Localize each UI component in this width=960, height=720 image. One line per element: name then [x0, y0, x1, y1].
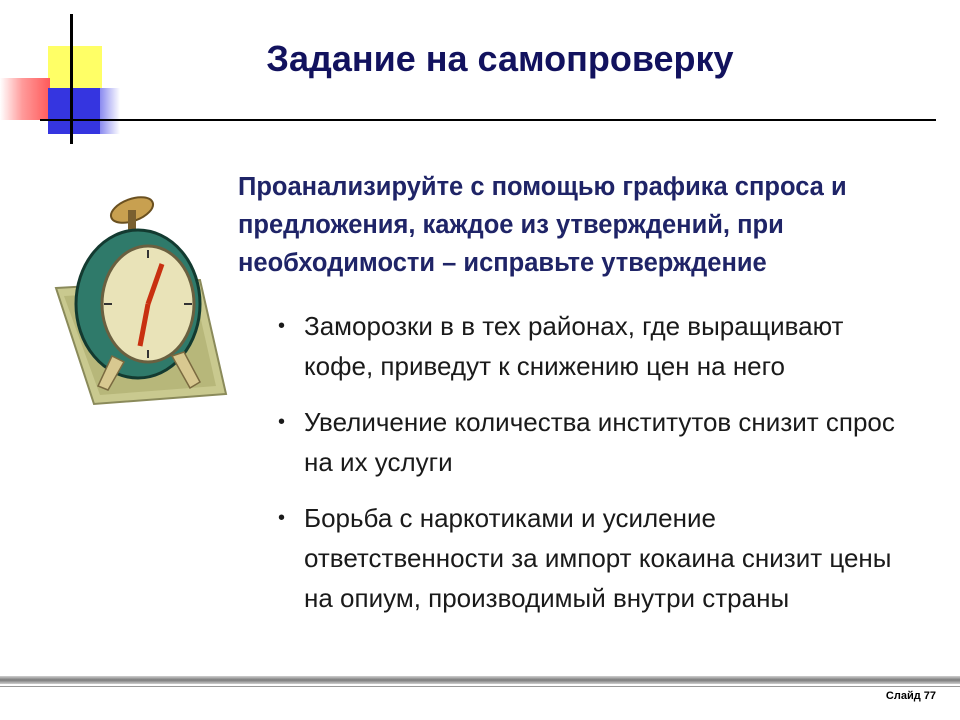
title-underline	[40, 119, 936, 121]
list-item	[278, 306, 898, 386]
alarm-clock-icon	[50, 196, 232, 406]
decor-blue-fade	[100, 88, 120, 134]
statement-text: Заморозки в в тех районах, где выращивают кофе, приведут к снижению цен на него	[304, 311, 844, 381]
slide-number: Слайд 77	[885, 690, 936, 702]
decor-vertical-line	[70, 14, 73, 144]
footer-line	[0, 686, 960, 687]
statement-list	[278, 306, 898, 634]
bullet-icon: •	[278, 315, 286, 337]
statement-text: Борьба с наркотиками и усиление ответственности за импорт кокаина снизит цены на опиум, производимый внутри страны	[304, 503, 892, 613]
statement-text: Увеличение количества институтов снизит спрос на их услуги	[304, 407, 895, 477]
footer-bar	[0, 676, 960, 684]
list-item	[278, 402, 898, 482]
task-question: Проанализируйте с помощью графика спроса и предложения, каждое из утверждений, при необходимости – исправьте утверждение	[238, 173, 847, 277]
bullet-icon: •	[278, 507, 286, 529]
list-item	[278, 498, 898, 618]
slide-title: Задание на самопроверку	[266, 38, 734, 79]
bullet-icon: •	[278, 411, 286, 433]
decor-blue-square	[48, 88, 102, 134]
decor-red-square	[0, 78, 50, 120]
